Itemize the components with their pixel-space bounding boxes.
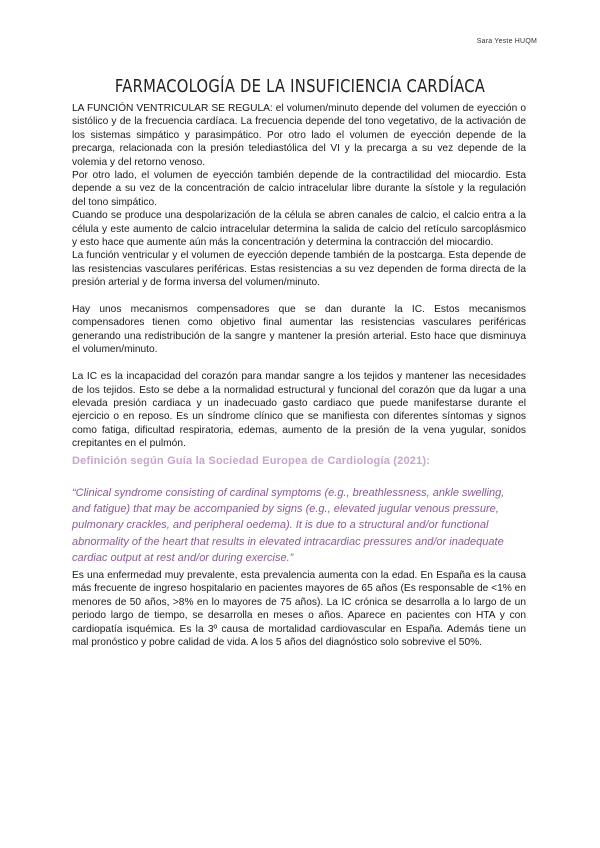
paragraph-contractility: Por otro lado, el volumen de eyección también depende de la contractilidad del miocardio. Esta depende a su vez de la concentración de calcio intracelular libre durante la sístole y la regulación del tono simpático. [72, 170, 526, 208]
paragraph-compensatory-mechanisms: Hay unos mecanismos compensadores que se dan durante la IC. Estos mecanismos compensadores tienen como objetivo final aumentar las resistencias vasculares periféricas generando una redistribución de la sangre y mantener la presión arterial. Esto hace que disminuya el volumen/minuto. [72, 304, 526, 356]
paragraph-ic-definition: La IC es la incapacidad del corazón para mandar sangre a los tejidos y mantener las necesidades de los tejidos. Esto se debe a la normalidad estructural y funcional del corazón que da lugar a una elevada presión cardiaca y un inadecuado gasto cardiaco que puede manifestarse durante el ejercicio o en reposo. Es un síndrome clínico que se manifiesta con diferentes síntomas y signos como fatiga, dificultad respiratoria, edemas, aumento de la presión de la vena yugular, sonidos crepitantes en el pulmón. [72, 371, 526, 450]
spacer [72, 357, 526, 370]
spacer [72, 290, 526, 303]
paragraph-prevalence: Es una enfermedad muy prevalente, esta prevalencia aumenta con la edad. En España es la causa más frecuente de ingreso hospitalario en pacientes mayores de 65 años (Es responsable de <1% en menores de 50 años, >8% en lo mayores de 75 años). La IC crónica se desarrolla a lo largo de un periodo largo de tiempo, se desarrolla en meses o años. Aparece en pacientes con HTA y con cardiopatía isquémica. Es la 3º causa de mortalidad cardiovascular en España. Además tiene un mal pronóstico y pobre calidad de vida. A los 5 años del diagnóstico solo sobrevive el 50%. [72, 569, 526, 648]
document-body [72, 102, 526, 649]
guide-heading: Definición según Guía la Sociedad Europea de Cardiología (2021): [72, 454, 431, 467]
esc-guide-definition [72, 455, 512, 566]
paragraph-ventricular-function: LA FUNCIÓN VENTRICULAR SE REGULA: el volumen/minuto depende del volumen de eyección o sistólico y de la frecuencia cardíaca. La frecuencia depende del tono vegetativo, de la activación de los sistemas simpático y parasimpático. Por otro lado el volumen de eyección depende de la precarga, relacionada con la presión telediastólica del VI y la precarga a su vez depende de la volemia y del retorno venoso. [72, 103, 526, 168]
guide-quote: “Clinical syndrome consisting of cardinal symptoms (e.g., breathlessness, ankle swelling, and fatigue) that may be accompanied by signs (e.g., elevated jugular venous pressure, pulmonary crackles, and peripheral oedema). It is due to a structural and/or functional abnormality of the heart that results in elevated intracardiac pressures and/or inadequate cardiac output at rest and/or during exercise.” [72, 486, 505, 564]
paragraph-depolarization: Cuando se produce una despolarización de la célula se abren canales de calcio, el calcio entra a la célula y este aumento de calcio intracelular determina la salida de calcio del retículo sarcoplásmico y esto hace que aumente aún más la concentración y determina la contracción del miocardio. [72, 210, 526, 249]
page-title: FARMACOLOGÍA DE LA INSUFICIENCIA CARDÍACA [114, 76, 486, 97]
author-header: Sara Yeste HUQM [476, 38, 537, 45]
paragraph-afterload: La función ventricular y el volumen de eyección depende también de la postcarga. Esta depende de las resistencias vasculares periféricas. Estas resistencias a su vez dependen de forma directa de la presión arterial y de forma inversa del volumen/minuto. [72, 250, 526, 289]
